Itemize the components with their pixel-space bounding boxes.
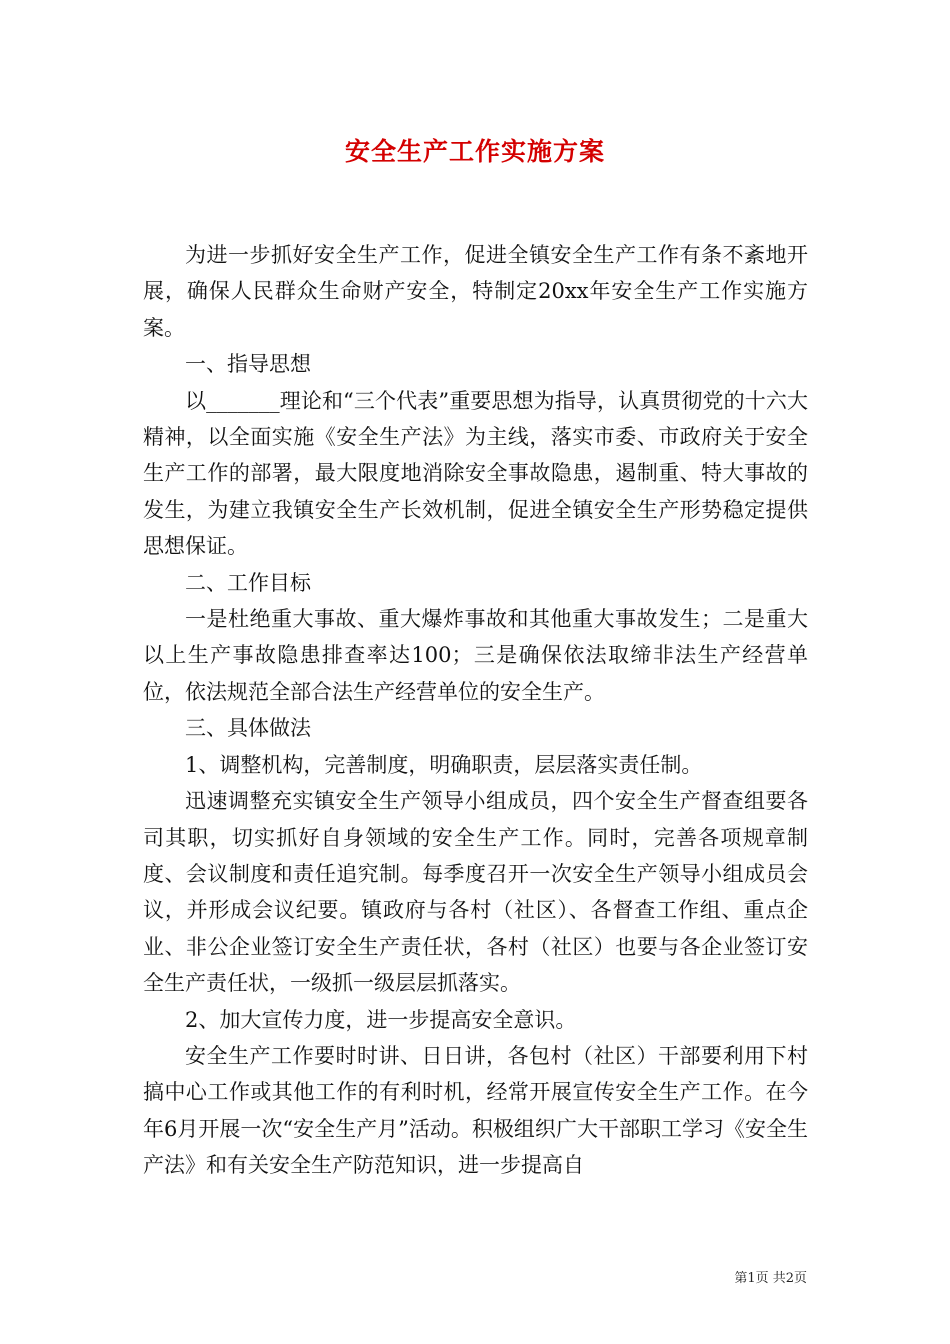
paragraph-measure-2: 安全生产工作要时时讲、日日讲，各包村（社区）干部要利用下村搞中心工作或其他工作的有利时机，经常开展宣传安全生产工作。在今年6月开展一次“安全生产月”活动。积极组织广大干部职工学习《安全生产法》和有关安全生产防范知识，进一步提高自 (143, 1043, 808, 1178)
heading-specific-measures: 三、具体做法 (185, 716, 311, 741)
paragraph-measure-1: 迅速调整充实镇安全生产领导小组成员，四个安全生产督查组要各司其职，切实抓好自身领域的安全生产工作。同时，完善各项规章制度、会议制度和责任追究制。每季度召开一次安全生产领导小组成员会议，并形成会议纪要。镇政府与各村（社区）、各督查工作组、重点企业、非公企业签订安全生产责任状，各村（社区）也要与各企业签订安全生产责任状，一级抓一级层层抓落实。 (143, 789, 808, 996)
document-body (143, 237, 808, 1184)
page-number-footer: 第1页 共2页 (734, 1271, 807, 1286)
paragraph-guiding-ideology: 以_______理论和“三个代表”重要思想为指导，认真贯彻党的十六大精神，以全面实施《安全生产法》为主线，落实市委、市政府关于安全生产工作的部署，最大限度地消除安全事故隐患，遏制重、特大事故的发生，为建立我镇安全生产长效机制，促进全镇安全生产形势稳定提供思想保证。 (143, 388, 808, 559)
paragraph-intro: 为进一步抓好安全生产工作，促进全镇安全生产工作有条不紊地开展，确保人民群众生命财产安全，特制定20xx年安全生产工作实施方案。 (143, 243, 808, 340)
subheading-measure-1: 1、调整机构，完善制度，明确职责，层层落实责任制。 (185, 752, 703, 777)
heading-guiding-ideology: 一、指导思想 (185, 352, 311, 377)
subheading-measure-2: 2、加大宣传力度，进一步提高安全意识。 (185, 1007, 577, 1032)
paragraph-work-goals: 一是杜绝重大事故、重大爆炸事故和其他重大事故发生；二是重大以上生产事故隐患排查率达100；三是确保依法取缔非法生产经营单位，依法规范全部合法生产经营单位的安全生产。 (143, 607, 808, 704)
document-title: 安全生产工作实施方案 (344, 137, 605, 166)
heading-work-goals: 二、工作目标 (185, 570, 311, 595)
